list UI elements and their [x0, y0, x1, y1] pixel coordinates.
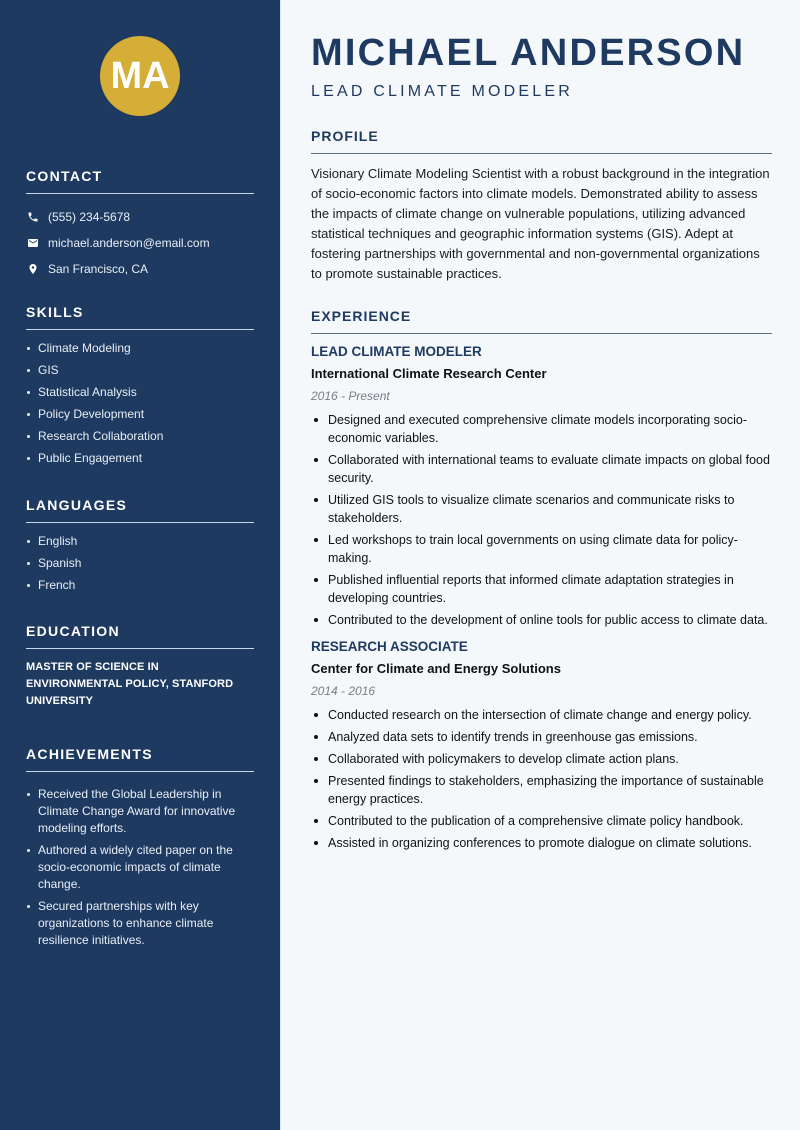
languages-heading: LANGUAGES: [26, 497, 254, 523]
contact-location: [26, 256, 254, 282]
job-bullet: Collaborated with policymakers to develop climate action plans.: [311, 750, 772, 768]
experience-section: [311, 308, 772, 856]
achievement-item: Received the Global Leadership in Climate Change Award for innovative modeling efforts.: [26, 786, 254, 837]
education-section: [26, 623, 254, 710]
language-item: French: [26, 577, 254, 594]
job-title: RESEARCH ASSOCIATE: [311, 639, 468, 654]
email-icon: [26, 236, 40, 250]
job-company: Center for Climate and Energy Solutions: [311, 661, 561, 676]
main-content: [280, 0, 800, 1130]
contact-phone[interactable]: [26, 204, 254, 230]
job-dates: 2014 - 2016: [311, 684, 376, 698]
education-heading: EDUCATION: [26, 623, 254, 649]
languages-section: [26, 497, 254, 599]
job-title: LEAD CLIMATE MODELER: [311, 344, 482, 359]
achievements-list: [26, 786, 254, 949]
education-degree: MASTER OF SCIENCE IN ENVIRONMENTAL POLICY, STANFORD UNIVERSITY: [26, 661, 234, 707]
languages-list: [26, 533, 254, 594]
job-company: International Climate Research Center: [311, 366, 547, 381]
job-bullet: Led workshops to train local governments on using climate data for policy-making.: [311, 531, 772, 567]
job-bullet: Collaborated with international teams to evaluate climate impacts on global food security.: [311, 451, 772, 487]
profile-text: Visionary Climate Modeling Scientist with a robust background in the integration of socio-economic factors into climate models. Demonstrated ability to assess the impacts of climate change on vulnerable populations, utilizing advanced statistical techniques and geographic information systems (GIS). Adept at fostering partnerships with governmental and non-governmental organizations to promote sustainable practices.: [311, 166, 770, 281]
skill-item: Statistical Analysis: [26, 384, 254, 401]
skills-list: [26, 340, 254, 467]
achievements-heading: ACHIEVEMENTS: [26, 746, 254, 772]
job-bullet: Utilized GIS tools to visualize climate scenarios and communicate risks to stakeholders.: [311, 491, 772, 527]
job-bullet: Assisted in organizing conferences to promote dialogue on climate solutions.: [311, 834, 772, 852]
skills-section: [26, 304, 254, 472]
sidebar: [0, 0, 280, 1130]
candidate-title: LEAD CLIMATE MODELER: [311, 83, 573, 100]
contact-section: [26, 168, 254, 282]
phone-icon: [26, 210, 40, 224]
job-bullet: Designed and executed comprehensive climate models incorporating socio-economic variables.: [311, 411, 772, 447]
skill-item: GIS: [26, 362, 254, 379]
achievement-item: Secured partnerships with key organizations to enhance climate resilience initiatives.: [26, 898, 254, 949]
contact-phone-text: (555) 234-5678: [48, 210, 131, 224]
avatar: [100, 36, 180, 116]
skill-item: Climate Modeling: [26, 340, 254, 357]
location-pin-icon: [26, 262, 40, 276]
contact-email-text: michael.anderson@email.com: [48, 236, 210, 250]
contact-email[interactable]: [26, 230, 254, 256]
skills-heading: SKILLS: [26, 304, 254, 330]
skill-item: Public Engagement: [26, 450, 254, 467]
contact-heading: CONTACT: [26, 168, 254, 194]
achievement-item: Authored a widely cited paper on the socio-economic impacts of climate change.: [26, 842, 254, 893]
profile-heading: PROFILE: [311, 128, 772, 154]
achievements-section: [26, 746, 254, 954]
job-bullet: Published influential reports that informed climate adaptation strategies in developing countries.: [311, 571, 772, 607]
job-bullet: Presented findings to stakeholders, emphasizing the importance of sustainable energy practices.: [311, 772, 772, 808]
job-bullet: Contributed to the publication of a comprehensive climate policy handbook.: [311, 812, 772, 830]
job-entry: [311, 639, 772, 852]
job-bullet: Contributed to the development of online tools for public access to climate data.: [311, 611, 772, 629]
job-bullet: Analyzed data sets to identify trends in greenhouse gas emissions.: [311, 728, 772, 746]
experience-heading: EXPERIENCE: [311, 308, 772, 334]
contact-location-text: San Francisco, CA: [48, 262, 149, 276]
language-item: English: [26, 533, 254, 550]
job-bullets: [311, 411, 772, 629]
job-entry: [311, 344, 772, 629]
skill-item: Policy Development: [26, 406, 254, 423]
skill-item: Research Collaboration: [26, 428, 254, 445]
profile-section: [311, 128, 772, 284]
avatar-initials: MA: [110, 54, 170, 97]
job-bullet: Conducted research on the intersection of climate change and energy policy.: [311, 706, 772, 724]
job-dates: 2016 - Present: [311, 389, 390, 403]
candidate-name: MICHAEL ANDERSON: [311, 32, 746, 74]
job-bullets: [311, 706, 772, 852]
language-item: Spanish: [26, 555, 254, 572]
